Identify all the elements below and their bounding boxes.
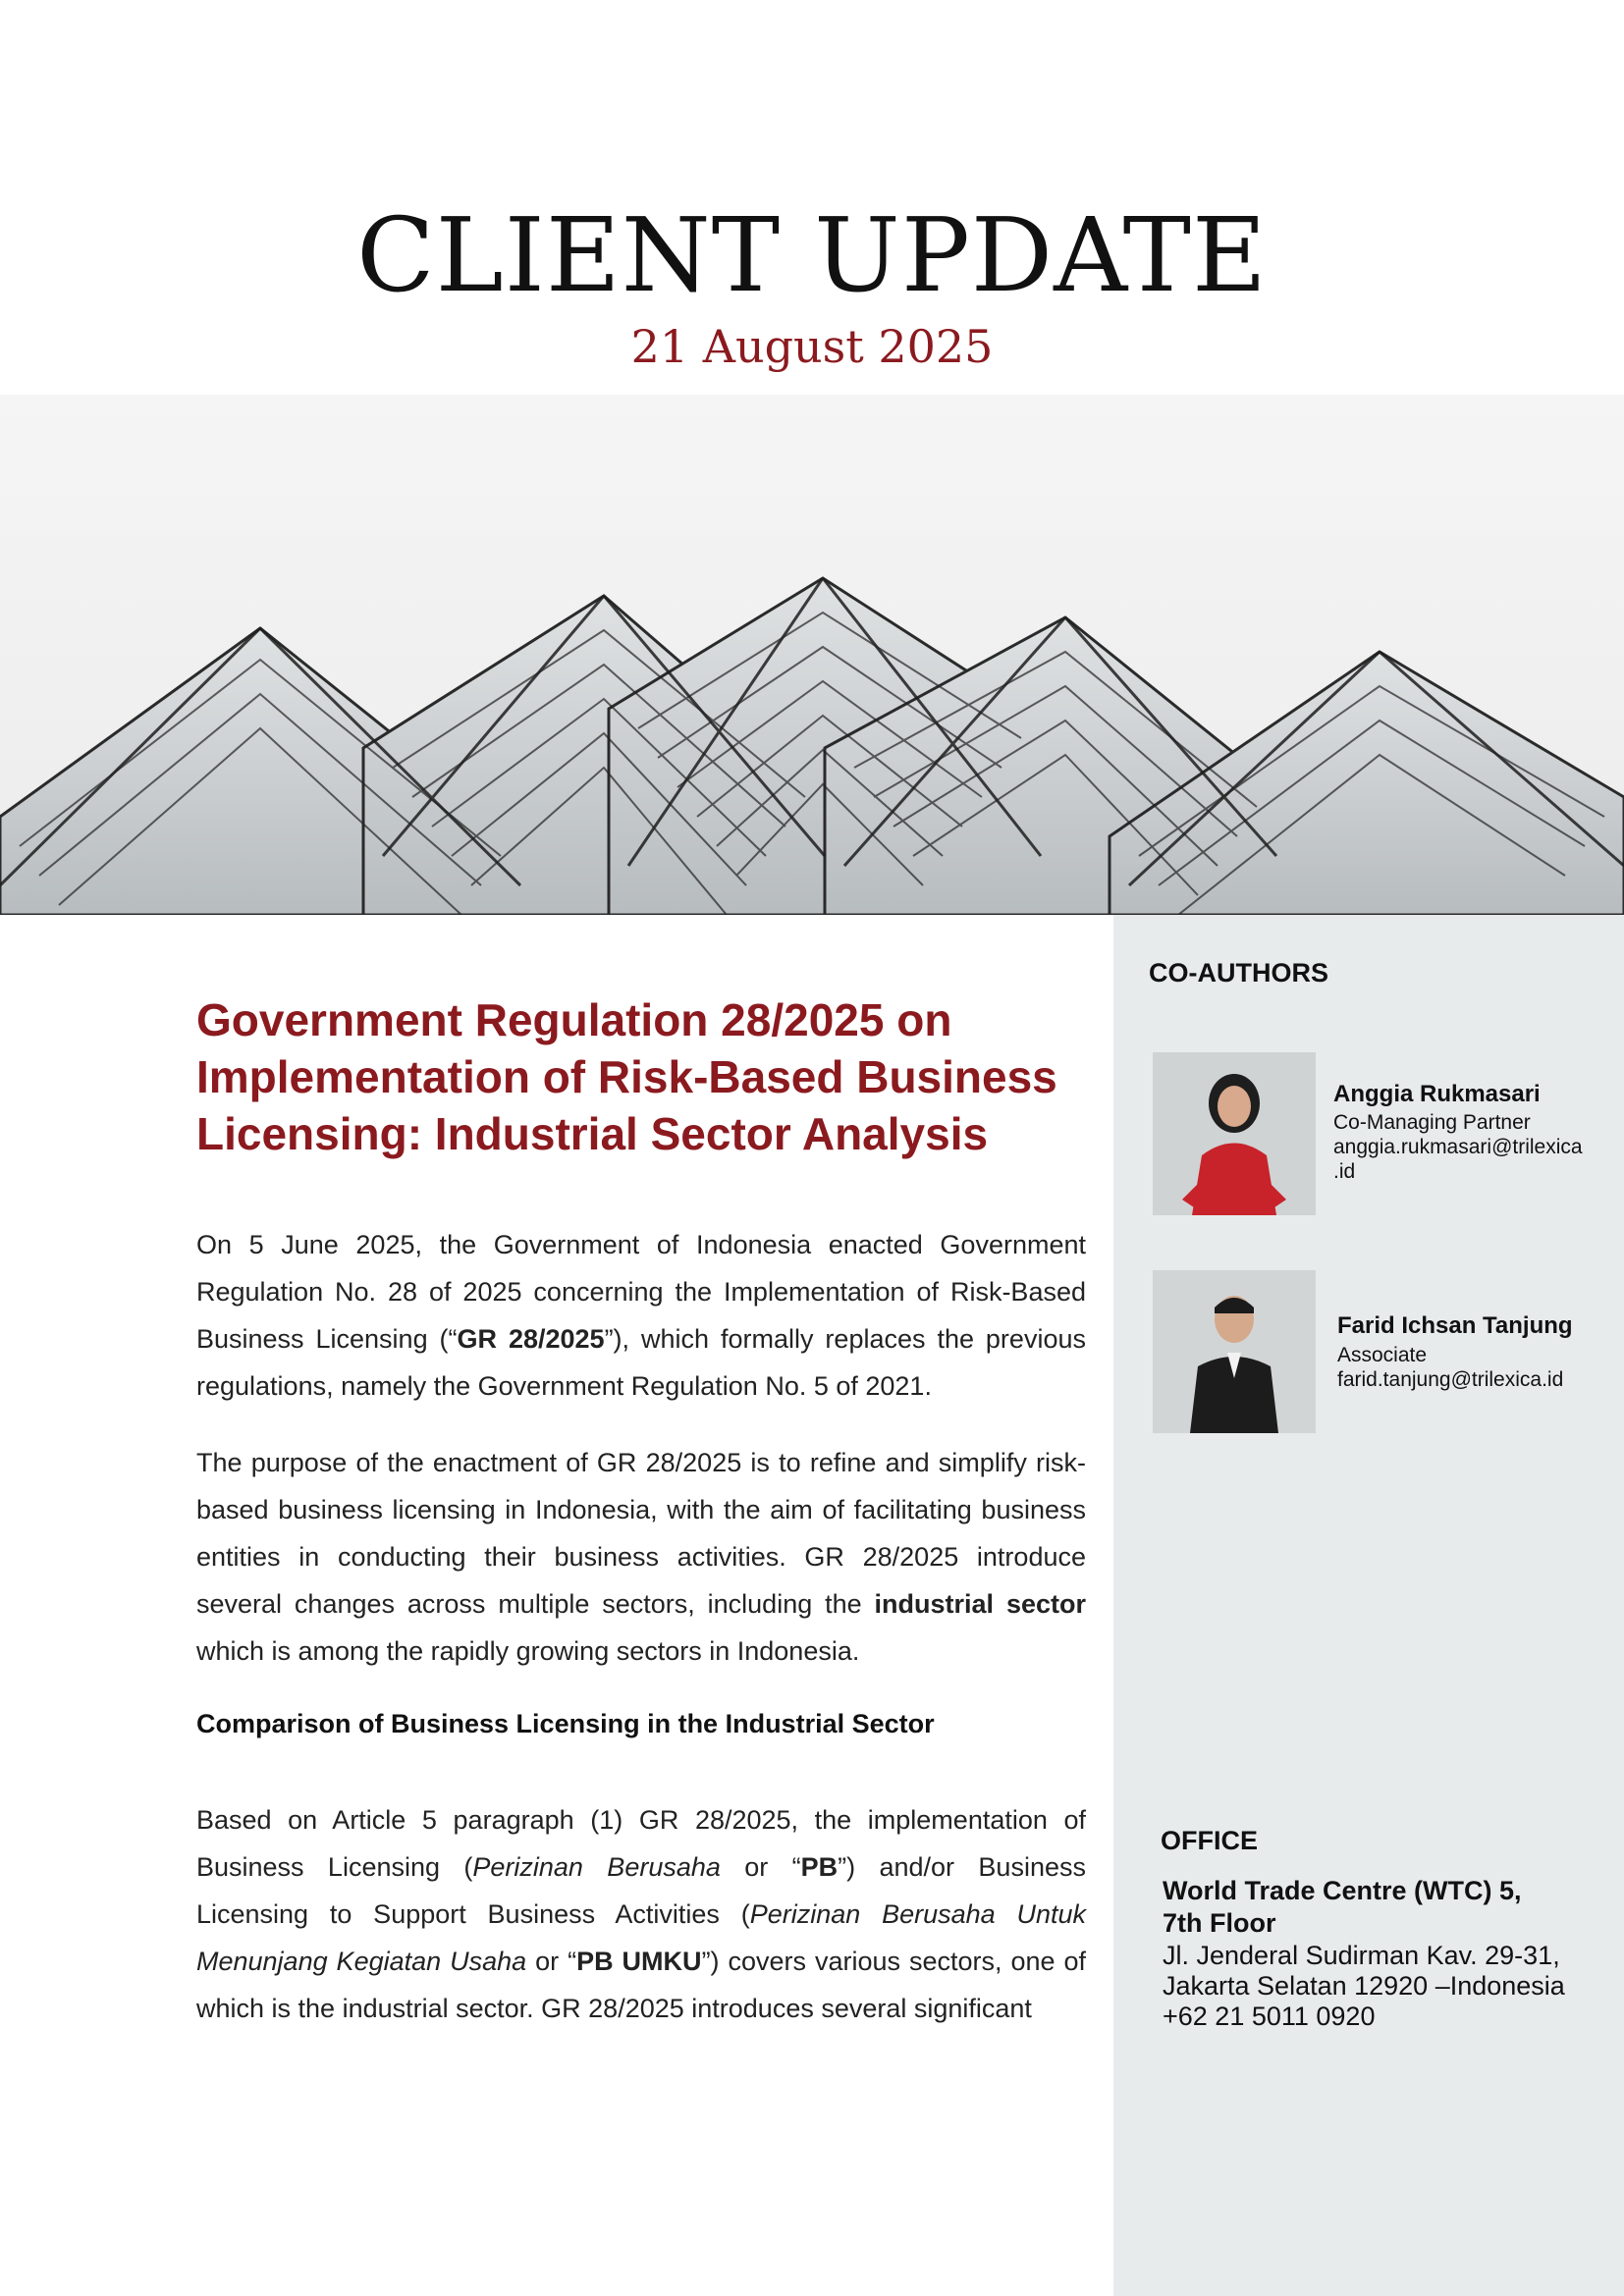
- text-run: ”) and/or Business Licensing to Support Business Activities (: [196, 1852, 1086, 1929]
- bold-term: PB: [800, 1852, 839, 1882]
- paragraph-article5: [196, 1796, 1086, 2032]
- italic-term: Perizinan Berusaha Untuk Menunjang Kegiatan Usaha: [196, 1899, 1087, 1976]
- author-photo-anggia: [1153, 1052, 1316, 1215]
- text-run: which is among the rapidly growing sectors in Indonesia.: [196, 1636, 860, 1666]
- author-name: Farid Ichsan Tanjung: [1337, 1312, 1573, 1339]
- author-photo-farid: [1153, 1270, 1316, 1433]
- hero-image: [0, 395, 1624, 915]
- text-run: ”), which formally replaces the previous regulations, namely the Government Regulation No. 5 of 2021.: [196, 1324, 1086, 1401]
- article-body: [196, 991, 1086, 2061]
- portrait-woman-icon: [1153, 1052, 1316, 1215]
- office-heading: OFFICE: [1161, 1826, 1258, 1855]
- office-phone: +62 21 5011 0920: [1163, 2002, 1376, 2031]
- bold-term: industrial sector: [874, 1589, 1086, 1619]
- bold-term: GR 28/2025: [457, 1324, 605, 1354]
- page-title: CLIENT UPDATE: [356, 195, 1268, 315]
- italic-term: Perizinan Berusaha: [472, 1852, 721, 1882]
- office-name: World Trade Centre (WTC) 5,: [1163, 1876, 1522, 1905]
- paragraph-intro: [196, 1221, 1086, 1410]
- office-name-cont: 7th Floor: [1163, 1908, 1276, 1938]
- page-header: [0, 0, 1624, 393]
- author-email[interactable]: anggia.rukmasari@trilexica: [1333, 1136, 1583, 1158]
- text-run: ”) covers various sectors, one of which is the industrial sector. GR 28/2025 introduces several significant: [196, 1947, 1086, 2023]
- portrait-man-icon: [1153, 1270, 1316, 1433]
- author-role: Co-Managing Partner: [1333, 1111, 1531, 1134]
- author-name: Anggia Rukmasari: [1333, 1081, 1541, 1107]
- office-address: Jakarta Selatan 12920 –Indonesia: [1163, 1971, 1565, 2001]
- paragraph-purpose: [196, 1439, 1086, 1675]
- bold-term: PB UMKU: [576, 1947, 702, 1976]
- text-run: On 5 June 2025, the Government of Indonesia enacted Government Regulation No. 28 of 2025 concerning the Implementation of Risk-Based Business Licensing (“: [196, 1230, 1086, 1354]
- text-run: Based on Article 5 paragraph (1) GR 28/2025, the implementation of Business Licensing (: [196, 1805, 1086, 1882]
- office-address: Jl. Jenderal Sudirman Kav. 29-31,: [1163, 1941, 1560, 1970]
- publication-date: 21 August 2025: [630, 320, 994, 373]
- coauthors-heading: CO-AUTHORS: [1149, 958, 1328, 988]
- text-run: or “: [720, 1852, 801, 1882]
- author-email[interactable]: farid.tanjung@trilexica.id: [1337, 1368, 1564, 1391]
- author-role: Associate: [1337, 1344, 1428, 1366]
- section-subheading: Comparison of Business Licensing in the Industrial Sector: [196, 1709, 935, 1738]
- building-illustration: [0, 395, 1624, 915]
- author-email-cont[interactable]: .id: [1333, 1160, 1356, 1183]
- text-run: The purpose of the enactment of GR 28/2025 is to refine and simplify risk-based business licensing in Indonesia, with the aim of facilitating business entities in conducting their business activities. GR 28/2025 introduce several changes across multiple sectors, including the: [196, 1448, 1086, 1619]
- sidebar: [1113, 915, 1624, 2296]
- text-run: or “: [526, 1947, 577, 1976]
- article-headline: Government Regulation 28/2025 on Implementation of Risk-Based Business Licensing: Industrial Sector Analysis: [196, 994, 1057, 1159]
